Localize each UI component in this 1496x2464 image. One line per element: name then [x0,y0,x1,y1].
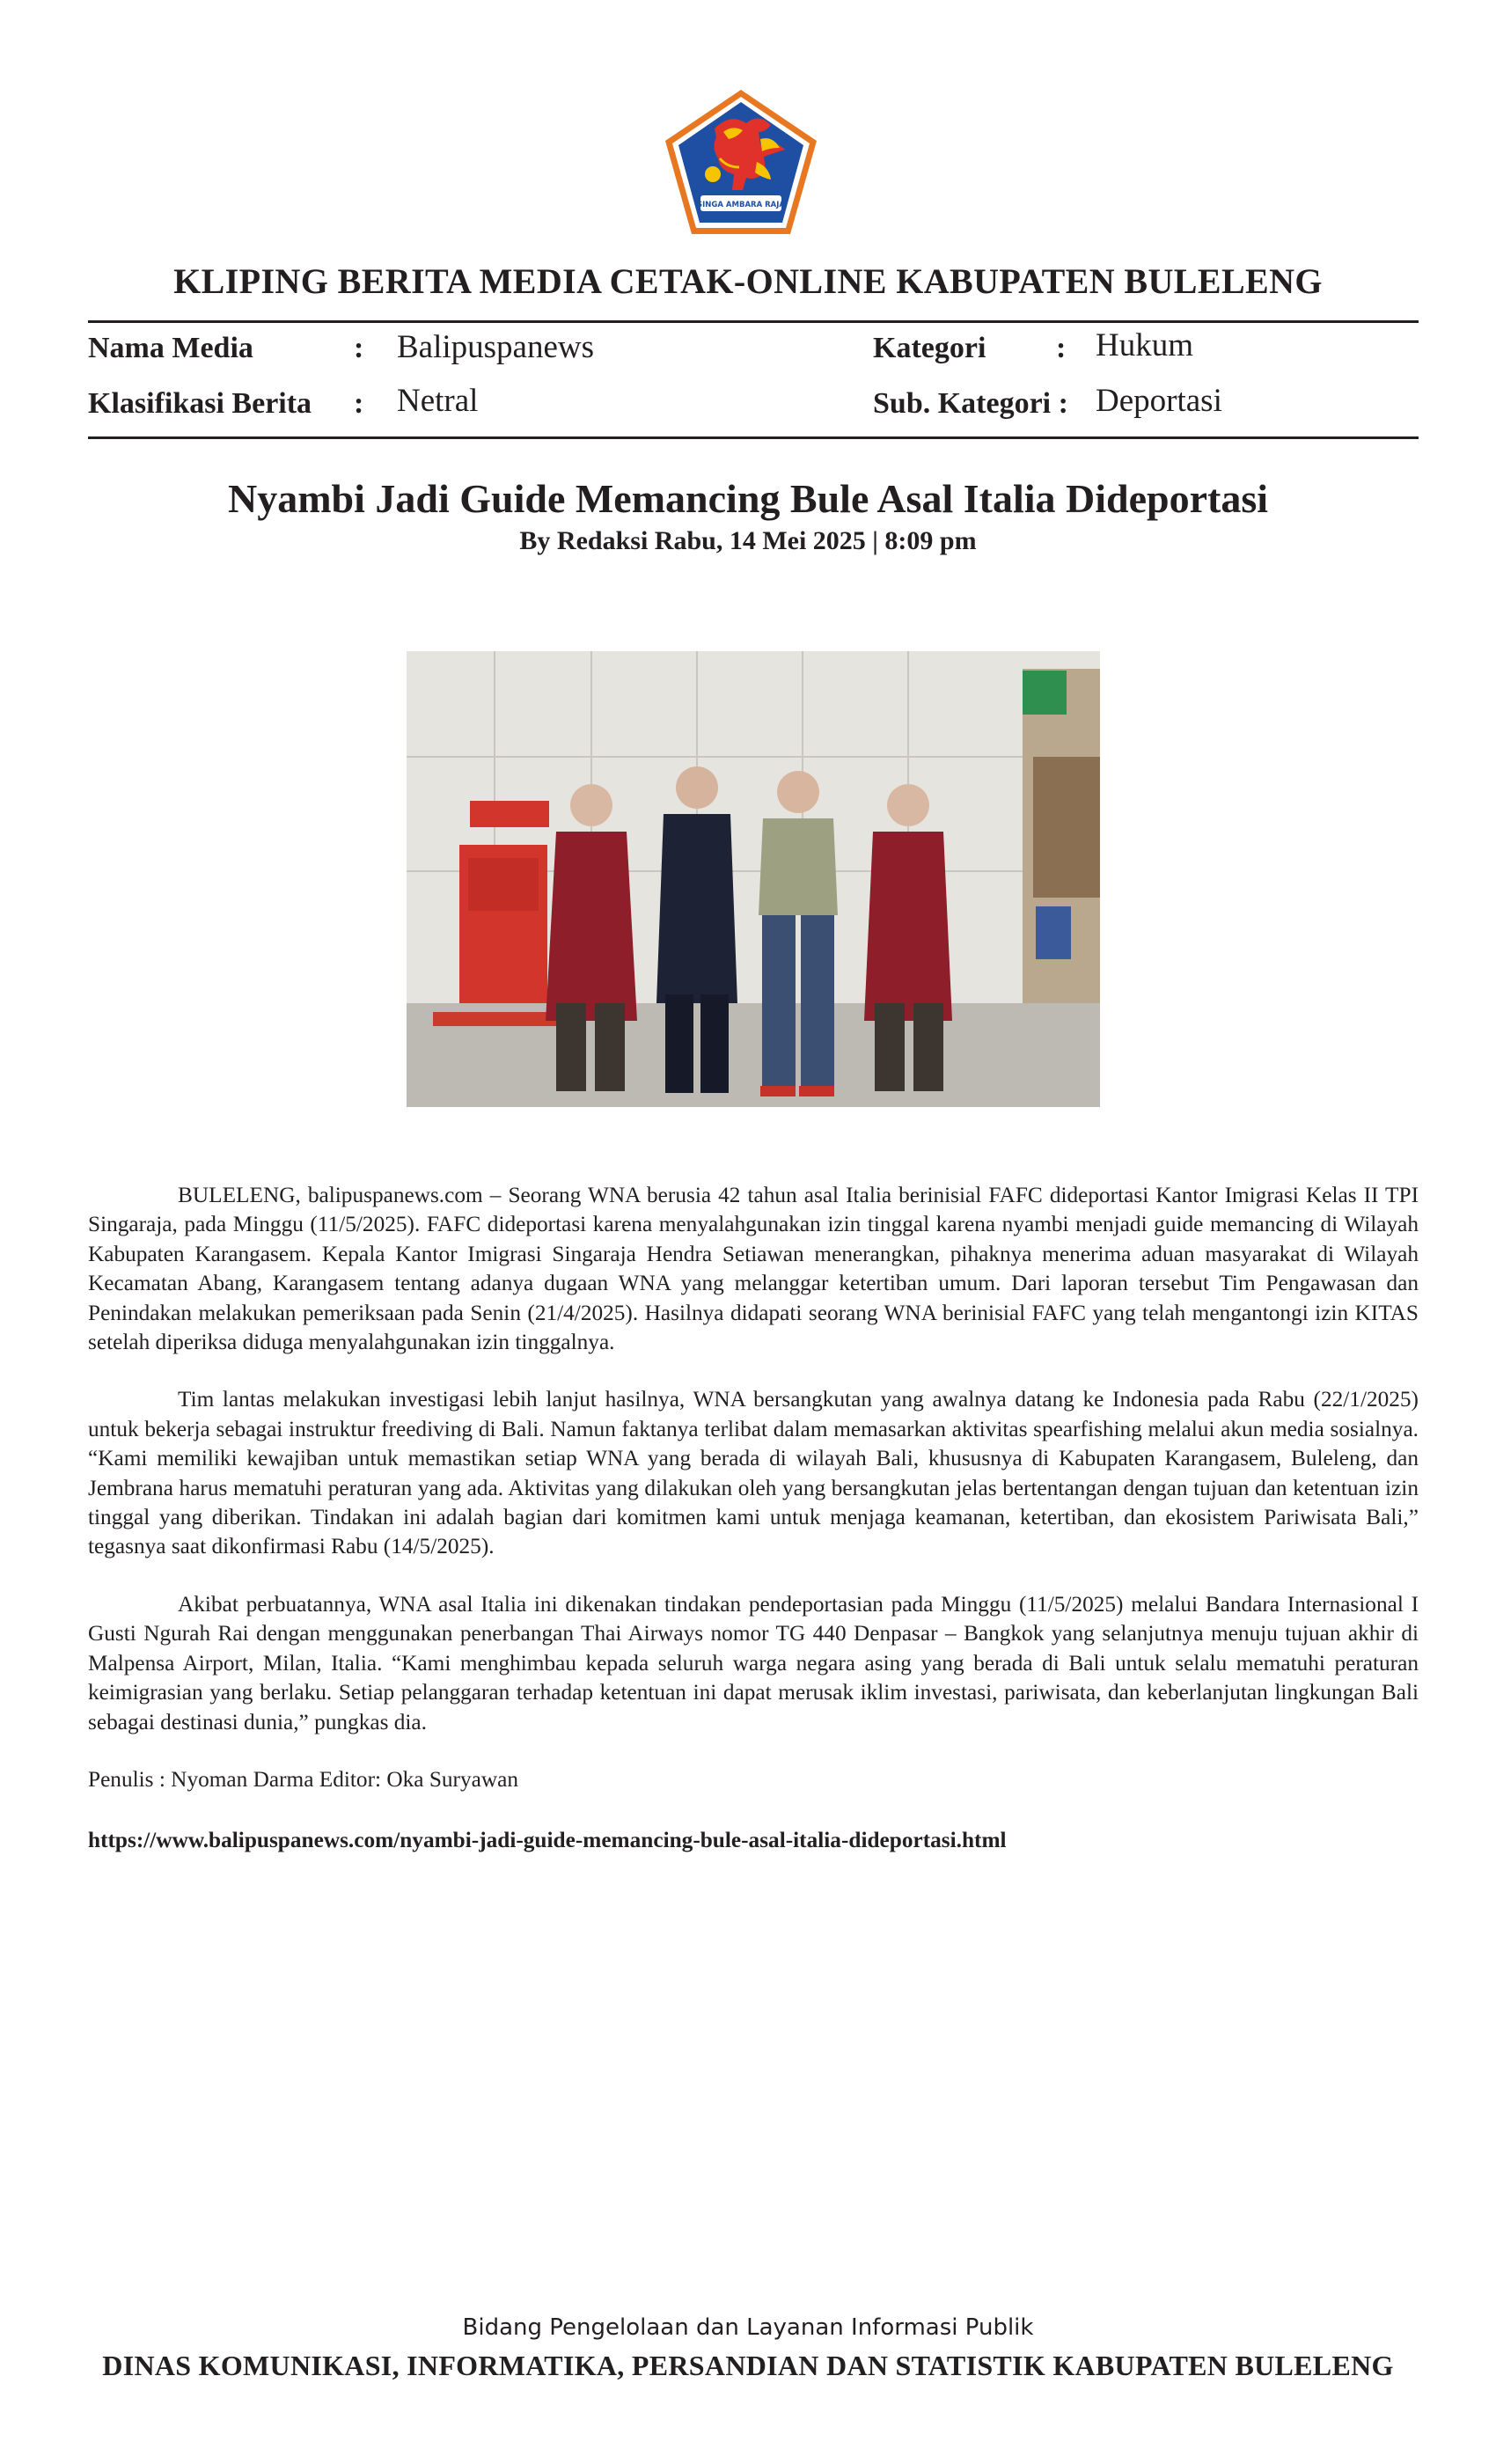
logo-motto: SINGA AMBARA RAJA [697,201,785,209]
header-rule-bottom [88,436,1419,439]
subcategory-label: Sub. Kategori : [873,387,1068,420]
footer-agency: DINAS KOMUNIKASI, INFORMATIKA, PERSANDIAN DAN STATISTIK KABUPATEN BULELENG [102,2350,1394,2381]
buleleng-emblem-logo [662,86,820,238]
article-byline: By Redaksi Rabu, 14 Mei 2025 | 8:09 pm [519,526,977,555]
news-photo [407,651,1100,1107]
media-name-separator: : [354,332,364,364]
article-paragraph: Akibat perbuatannya, WNA asal Italia ini dikenakan tindakan pendeportasian pada Minggu (11/5/2025) melalui Bandara Internasional I Gusti Ngurah Rai dengan menggunakan penerbangan Thai Airways nomor TG 440 Denpasar – Bangkok yang selanjutnya menuju tujuan akhir di Malpensa Airport, Milan, Italia. “Kami menghimbau kepada seluruh warga negara asing yang berada di Bali untuk selalu mematuhi peraturan keimigrasian yang berlaku. Setiap pelanggaran terhadap ketentuan ini dapat merusak iklim investasi, pariwisata, dan keberlanjutan lingkungan Bali sebagai destinasi dunia,” pungkas dia. [88,1591,1419,1734]
media-name-value: Balipuspanews [397,329,595,365]
footer-division: Bidang Pengelolaan dan Layanan Informasi Publik [462,2314,1034,2341]
article-paragraph: Tim lantas melakukan investigasi lebih lanjut hasilnya, WNA bersangkutan yang awalnya datang ke Indonesia pada Rabu (22/1/2025) untuk bekerja sebagai instruktur freediving di Bali. Namun faktanya terlibat dalam memasarkan aktivitas spearfishing melalui akun media sosialnya. “Kami memiliki kewajiban untuk memastikan setiap WNA yang berada di wilayah Bali, khususnya di Kabupaten Karangasem, Buleleng, dan Jembrana harus mematuhi peraturan yang ada. Aktivitas yang dilakukan oleh yang bersangkutan jelas bertentangan dengan tujuan dan ketentuan izin tinggal yang diberikan. Tindakan ini adalah bagian dari komitmen kami untuk menjaga keamanan, ketertiban, dan ekosistem Pariwisata Bali,” tegasnya saat dikonfirmasi Rabu (14/5/2025). [88,1387,1419,1559]
article-source-url: https://www.balipuspanews.com/nyambi-jadi-guide-memancing-bule-asal-italia-dideportasi.html [88,1828,1007,1853]
clipping-header-title: KLIPING BERITA MEDIA CETAK-ONLINE KABUPATEN BULELENG [173,261,1323,301]
article-paragraph: BULELENG, balipuspanews.com – Seorang WNA berusia 42 tahun asal Italia berinisial FAFC dideportasi Kantor Imigrasi Kelas II TPI Singaraja, pada Minggu (11/5/2025). FAFC dideportasi karena menyalahgunakan izin tinggal karena nyambi menjadi guide memancing di Wilayah Kabupaten Karangasem. Kepala Kantor Imigrasi Singaraja Hendra Setiawan menerangkan, pihaknya menerima aduan masyarakat di Wilayah Kecamatan Abang, Karangasem tentang adanya dugaan WNA yang melanggar ketertiban umum. Dari laporan tersebut Tim Pengawasan dan Penindakan melakukan pemeriksaan pada Senin (21/4/2025). Hasilnya didapati seorang WNA berinisial FAFC yang telah mengantongi izin KITAS setelah diperiksa diduga menyalahgunakan izin tinggalnya. [88,1183,1419,1355]
subcategory-value: Deportasi [1096,383,1222,419]
category-label: Kategori [873,332,986,364]
category-separator: : [1056,332,1067,364]
classification-value: Netral [397,383,479,419]
article-body [88,1181,1419,1884]
media-name-label: Nama Media [88,332,253,364]
category-value: Hukum [1096,327,1193,363]
article-credits: Penulis : Nyoman Darma Editor: Oka Suryawan [88,1766,518,1792]
classification-label: Klasifikasi Berita [88,387,312,420]
header-rule-top [88,320,1419,323]
classification-separator: : [354,387,364,420]
article-title: Nyambi Jadi Guide Memancing Bule Asal Italia Dideportasi [227,476,1269,521]
